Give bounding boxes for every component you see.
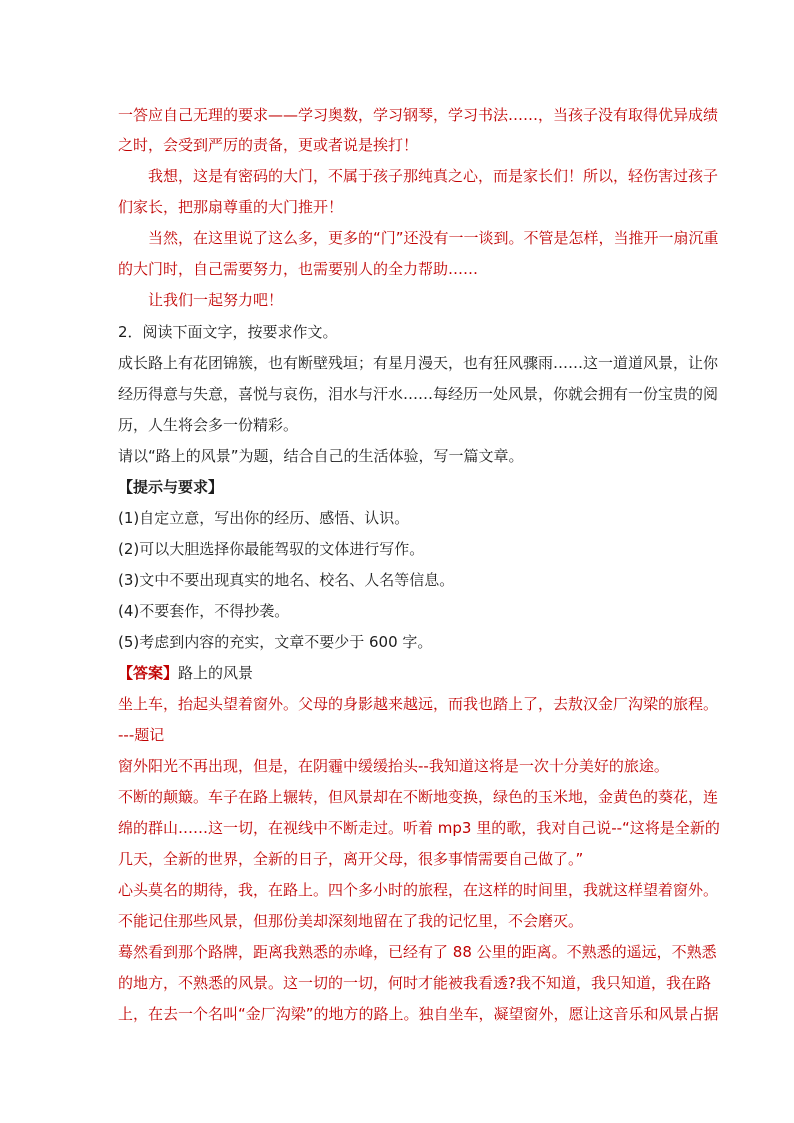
text-line: 不断的颠簸。车子在路上辗转，但风景却在不断地变换，绿色的玉米地，金黄色的葵花，连 (118, 788, 719, 806)
text-line: 一答应自己无理的要求——学习奥数，学习钢琴，学习书法……，当孩子没有取得优异成绩 (118, 106, 719, 124)
text-line: 的地方，不熟悉的风景。这一切的一切，何时才能被我看透?我不知道，我只知道，我在路 (118, 974, 711, 992)
answer-heading (118, 663, 253, 683)
text-line: 历，人生将会多一份精彩。 (118, 416, 299, 434)
text-line: 绵的群山……这一切，在视线中不断走过。听着 mp3 里的歌，我对自己说--“这将是全新的 (118, 819, 720, 837)
requirement-item: (5)考虑到内容的充实，文章不要少于 600 字。 (118, 633, 433, 651)
text-line: 当然，在这里说了这么多，更多的“门”还没有一一谈到。不管是怎样，当推开一扇沉重 (148, 229, 719, 247)
requirement-item: (3)文中不要出现真实的地名、校名、人名等信息。 (118, 571, 455, 589)
requirement-item: (2)可以大胆选择你最能驾驭的文体进行写作。 (118, 540, 425, 558)
text-line: 蓦然看到那个路牌，距离我熟悉的赤峰，已经有了 88 公里的距离。不熟悉的遥远，不熟悉 (118, 943, 717, 961)
text-line: 成长路上有花团锦簇，也有断壁残垣；有星月漫天，也有狂风骤雨……这一道道风景，让你 (118, 354, 719, 372)
text-line: 们家长，把那扇尊重的大门推开！ (118, 198, 344, 216)
text-line: 窗外阳光不再出现，但是，在阴霾中缓缓抬头--我知道这将是一次十分美好的旅途。 (118, 757, 669, 775)
text-line: 之时，会受到严厉的责备，更或者说是挨打！ (118, 136, 419, 154)
text-line: 不能记住那些风景，但那份美却深刻地留在了我的记忆里，不会磨灭。 (118, 912, 584, 930)
requirement-item: (1)自定立意，写出你的经历、感悟、认识。 (118, 509, 410, 527)
text-line: 经历得意与失意，喜悦与哀伤，泪水与汗水……每经历一处风景，你就会拥有一份宝贵的阅 (118, 385, 719, 403)
text-line: 心头莫名的期待，我，在路上。四个多小时的旅程，在这样的时间里，我就这样望着窗外。 (118, 881, 719, 899)
text-line: 请以“路上的风景”为题，结合自己的生活体验，写一篇文章。 (118, 447, 524, 465)
answer-title: 路上的风景 (178, 664, 254, 682)
hints-heading: 【提示与要求】 (118, 478, 224, 496)
text-line: 的大门时，自己需要努力，也需要别人的全力帮助…… (118, 260, 479, 278)
question-heading: 2．阅读下面文字，按要求作文。 (118, 323, 338, 341)
requirement-item: (4)不要套作，不得抄袭。 (118, 602, 290, 620)
text-line: 几天，全新的世界，全新的日子，离开父母，很多事情需要自己做了。” (118, 850, 584, 868)
text-line: 让我们一起努力吧！ (148, 291, 284, 309)
text-line: 坐上车，抬起头望着窗外。父母的身影越来越远，而我也踏上了，去敖汉金厂沟梁的旅程。 (118, 695, 719, 713)
text-line: 我想，这是有密码的大门，不属于孩子那纯真之心，而是家长们！所以，轻伤害过孩子 (148, 167, 719, 185)
text-line: ---题记 (118, 726, 165, 744)
text-line: 上，在去一个名叫“金厂沟梁”的地方的路上。独自坐车，凝望窗外，愿让这音乐和风景占据 (118, 1005, 719, 1023)
answer-label: 【答案】 (118, 664, 179, 682)
